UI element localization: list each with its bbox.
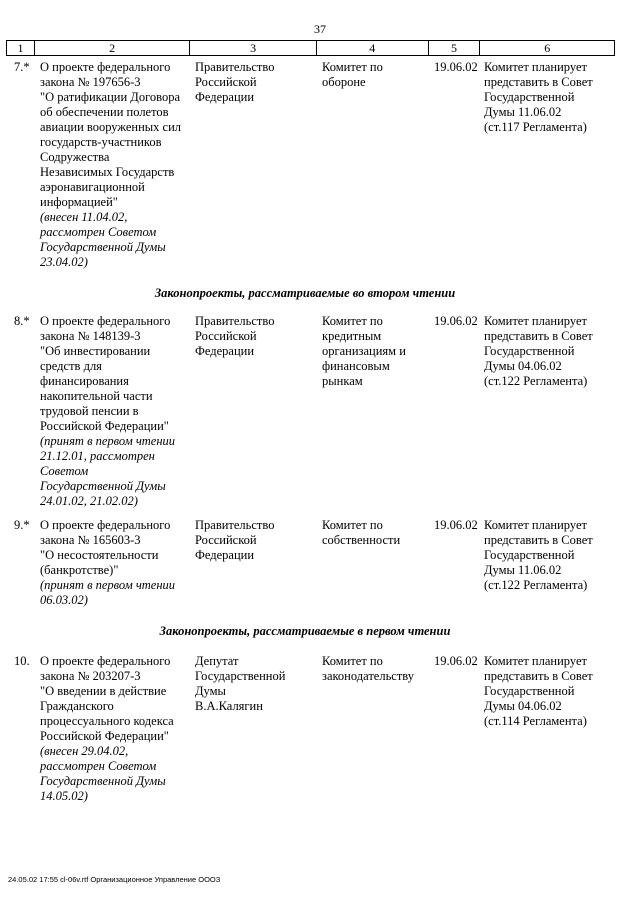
note-line: Государственной <box>484 548 575 562</box>
bill-title-line: О проекте федерального <box>40 518 171 532</box>
note-line: (ст.114 Регламента) <box>484 714 587 728</box>
bill-title-line: Российской Федерации" <box>40 729 169 743</box>
bill-title-line: "О ратификации Договора <box>40 90 181 104</box>
committee-line: собственности <box>322 533 401 547</box>
note-line: Думы 11.06.02 <box>484 563 562 577</box>
bill-title-line: Содружества <box>40 150 110 164</box>
bill-status-line: рассмотрен Советом <box>40 225 157 239</box>
bill-title-cell <box>40 654 174 804</box>
note-line: представить в Совет <box>484 533 593 547</box>
section-heading-second-reading: Законопроекты, рассматриваемые во втором чтении <box>154 286 456 300</box>
bill-title-line: трудовой пенсии в <box>40 404 139 418</box>
row-number: 8.* <box>14 314 30 328</box>
author-cell <box>195 518 274 563</box>
committee-line: Комитет по <box>322 518 383 532</box>
note-line: Комитет планирует <box>484 60 587 74</box>
bill-title-line: об обеспечении полетов <box>40 105 169 119</box>
note-cell <box>484 314 593 389</box>
bill-status-line: Советом <box>40 464 89 478</box>
note-line: Думы 11.06.02 <box>484 105 562 119</box>
bill-title-line: закона № 165603-3 <box>40 533 141 547</box>
bill-title-line: информацией" <box>40 195 118 209</box>
note-cell <box>484 654 593 729</box>
column-number-1: 1 <box>7 41 35 55</box>
bill-status-line: Государственной Думы <box>40 240 166 254</box>
bill-title-line: "Об инвестировании <box>40 344 151 358</box>
bill-status-line: (принят в первом чтении <box>40 434 176 448</box>
bill-title-line: авиации вооруженных сил <box>40 120 182 134</box>
author-line: Федерации <box>195 344 255 358</box>
committee-line: законодательству <box>322 669 415 683</box>
note-line: представить в Совет <box>484 329 593 343</box>
bill-title-line: О проекте федерального <box>40 60 171 74</box>
column-number-4: 4 <box>317 41 429 55</box>
author-line: Правительство <box>195 314 275 328</box>
note-line: (ст.122 Регламента) <box>484 374 588 388</box>
committee-cell <box>322 518 400 548</box>
note-line: Государственной <box>484 684 575 698</box>
date-cell: 19.06.02 <box>434 518 478 532</box>
column-number-3: 3 <box>190 41 317 55</box>
note-line: Комитет планирует <box>484 654 587 668</box>
author-line: Правительство <box>195 518 275 532</box>
committee-line: организациям и <box>322 344 406 358</box>
bill-title-line: Независимых Государств <box>40 165 175 179</box>
note-cell <box>484 60 593 135</box>
bill-status-line: рассмотрен Советом <box>40 759 157 773</box>
committee-line: кредитным <box>322 329 382 343</box>
bill-title-line: закона № 197656-3 <box>40 75 141 89</box>
committee-line: Комитет по <box>322 60 383 74</box>
page-number: 37 <box>314 22 326 36</box>
bill-title-line: О проекте федерального <box>40 314 171 328</box>
bill-title-cell <box>40 518 175 608</box>
note-line: (ст.122 Регламента) <box>484 578 588 592</box>
committee-line: Комитет по <box>322 314 383 328</box>
bill-status-line: 14.05.02) <box>40 789 88 803</box>
author-line: Федерации <box>195 90 255 104</box>
section-heading-first-reading: Законопроекты, рассматриваемые в первом чтении <box>159 624 451 638</box>
bill-title-line: "О несостоятельности <box>40 548 159 562</box>
column-number-header <box>6 40 615 56</box>
document-footer: 24.05.02 17:55 cl-06v.rtf Организационное Управление ОООЗ <box>8 875 221 884</box>
bill-title-cell <box>40 314 175 509</box>
bill-title-line: "О введении в действие <box>40 684 167 698</box>
author-line: Государственной <box>195 669 286 683</box>
date-cell: 19.06.02 <box>434 654 478 668</box>
bill-title-line: (банкротстве)" <box>40 563 119 577</box>
author-line: Российской <box>195 533 257 547</box>
bill-title-line: О проекте федерального <box>40 654 171 668</box>
column-number-5: 5 <box>429 41 481 55</box>
bill-title-line: накопительной части <box>40 389 153 403</box>
author-line: Депутат <box>195 654 239 668</box>
note-line: Думы 04.06.02 <box>484 699 562 713</box>
bill-status-line: Государственной Думы <box>40 774 166 788</box>
committee-line: финансовым <box>322 359 390 373</box>
note-line: Государственной <box>484 344 575 358</box>
bill-status-line: (принят в первом чтении <box>40 578 176 592</box>
bill-title-line: средств для <box>40 359 102 373</box>
note-line: Комитет планирует <box>484 518 587 532</box>
bill-status-line: Государственной Думы <box>40 479 166 493</box>
date-cell: 19.06.02 <box>434 314 478 328</box>
row-number: 10. <box>14 654 30 668</box>
bill-title-line: аэронавигационной <box>40 180 145 194</box>
bill-status-line: 23.04.02) <box>40 255 88 269</box>
bill-status-line: 24.01.02, 21.02.02) <box>40 494 138 508</box>
committee-cell <box>322 654 414 684</box>
committee-line: обороне <box>322 75 366 89</box>
column-number-6: 6 <box>544 41 551 55</box>
note-cell <box>484 518 593 593</box>
bill-title-line: закона № 148139-3 <box>40 329 141 343</box>
author-cell <box>195 314 274 359</box>
bill-status-line: (внесен 11.04.02, <box>40 210 128 224</box>
committee-line: рынкам <box>322 374 363 388</box>
author-line: Российской <box>195 329 257 343</box>
row-number: 9.* <box>14 518 30 532</box>
row-number: 7.* <box>14 60 30 74</box>
author-line: Правительство <box>195 60 275 74</box>
column-number-2: 2 <box>35 41 190 55</box>
bill-title-line: Российской Федерации" <box>40 419 169 433</box>
bill-status-line: 06.03.02) <box>40 593 88 607</box>
bill-title-line: процессуального кодекса <box>40 714 174 728</box>
bill-status-line: 21.12.01, рассмотрен <box>40 449 155 463</box>
bill-status-line: (внесен 29.04.02, <box>40 744 129 758</box>
bill-title-line: Гражданского <box>40 699 114 713</box>
author-cell <box>195 654 285 714</box>
note-line: (ст.117 Регламента) <box>484 120 587 134</box>
author-line: Думы <box>195 684 226 698</box>
bill-title-line: закона № 203207-3 <box>40 669 141 683</box>
author-line: Федерации <box>195 548 255 562</box>
date-cell: 19.06.02 <box>434 60 478 74</box>
author-line: Российской <box>195 75 257 89</box>
author-cell <box>195 60 274 105</box>
bill-title-line: финансирования <box>40 374 129 388</box>
author-line: В.А.Калягин <box>195 699 263 713</box>
note-line: Комитет планирует <box>484 314 587 328</box>
bill-title-line: государств-участников <box>40 135 162 149</box>
note-line: представить в Совет <box>484 75 593 89</box>
committee-line: Комитет по <box>322 654 383 668</box>
committee-cell <box>322 314 406 389</box>
note-line: Думы 04.06.02 <box>484 359 562 373</box>
bill-title-cell <box>40 60 181 270</box>
note-line: представить в Совет <box>484 669 593 683</box>
note-line: Государственной <box>484 90 575 104</box>
committee-cell <box>322 60 383 90</box>
